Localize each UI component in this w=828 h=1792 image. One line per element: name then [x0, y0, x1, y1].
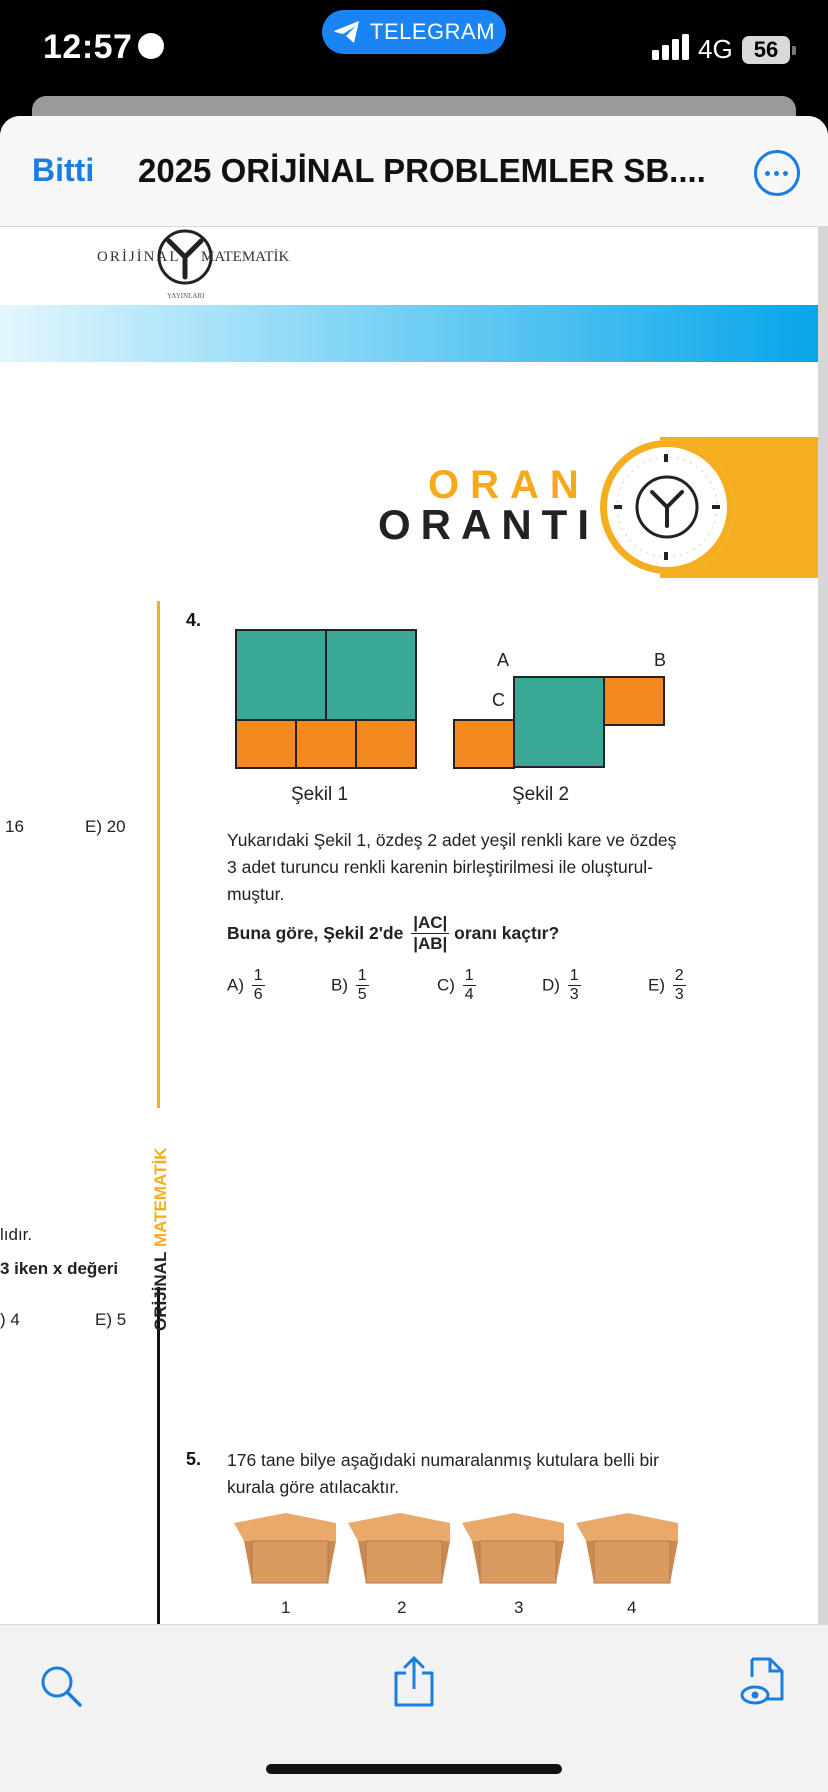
- header-band: [0, 305, 818, 362]
- box-2-label: 2: [397, 1598, 407, 1617]
- status-bar: [0, 0, 828, 100]
- option-num: 1: [357, 967, 367, 984]
- option-num: 1: [569, 967, 579, 984]
- option-letter: E): [648, 975, 665, 995]
- vertical-text-part2: MATEMATİK: [151, 1147, 170, 1247]
- question-5-text-line1: 176 tane bilye aşağıdaki numaralanmış kutulara belli bir: [227, 1450, 659, 1470]
- fig2-orange-square-1: [454, 720, 514, 768]
- box-3-label: 3: [514, 1598, 524, 1617]
- status-time: [43, 28, 164, 67]
- question-5-text-line2: kurala göre atılacaktır.: [227, 1477, 400, 1497]
- question-4-text-line1: Yukarıdaki Şekil 1, özdeş 2 adet yeşil renkli kare ve özdeş: [227, 830, 677, 850]
- more-options-icon[interactable]: [754, 150, 800, 196]
- option-letter: C): [437, 975, 455, 995]
- option-den: 6: [253, 986, 263, 1003]
- ratio-denominator: |AB|: [413, 934, 448, 953]
- telegram-icon: [332, 18, 362, 46]
- box-1-label: 1: [281, 1598, 291, 1617]
- chapter-clock-seal: [600, 440, 734, 574]
- question-4-text-line2: 3 adet turuncu renkli karenin birleştirilmesi ile oluşturul-: [227, 857, 654, 877]
- pdf-viewer[interactable]: [0, 227, 828, 1737]
- point-c-label: C: [492, 690, 505, 710]
- question-4-prompt: [227, 913, 559, 954]
- nav-bar: [0, 116, 828, 227]
- left-text-line2: 3 iken x değeri: [0, 1259, 119, 1278]
- answer-option-c[interactable]: [437, 967, 476, 1004]
- question-4-text-line3: muştur.: [227, 884, 285, 904]
- answer-option-e[interactable]: [648, 967, 686, 1004]
- answer-option-d[interactable]: [542, 967, 581, 1004]
- option-den: 3: [674, 986, 684, 1003]
- box-4-icon: [576, 1513, 678, 1583]
- answer-option-b[interactable]: [331, 967, 369, 1004]
- figure-2-label: Şekil 2: [512, 784, 570, 805]
- prompt-suffix: oranı kaçtır?: [454, 923, 560, 943]
- box-3-icon: [462, 1513, 564, 1583]
- signal-icon: [652, 34, 692, 60]
- option-den: 4: [464, 986, 474, 1003]
- fig2-green-square: [514, 677, 604, 767]
- publisher-logo: [95, 227, 295, 302]
- option-fraction: [568, 967, 581, 1004]
- option-letter: D): [542, 975, 560, 995]
- clock-seal-icon: [600, 440, 734, 574]
- option-letter: B): [331, 975, 348, 995]
- left-option-d: 16: [5, 817, 24, 836]
- numbered-boxes-figure: [230, 1503, 690, 1625]
- battery-tip: [792, 46, 796, 55]
- option-fraction: [673, 967, 686, 1004]
- fig2-orange-square-2: [604, 677, 664, 725]
- time-text: 12:57: [43, 28, 133, 66]
- logo-text-right: MATEMATİK: [201, 249, 290, 265]
- left-option-e2: E) 5: [95, 1310, 127, 1329]
- home-indicator: [266, 1764, 562, 1774]
- option-num: 2: [674, 967, 684, 984]
- prompt-prefix: Buna göre, Şekil 2'de: [227, 923, 404, 943]
- pdf-page-current: [0, 385, 818, 1737]
- fig1-green-square-1: [236, 630, 326, 720]
- fig1-orange-square-1: [236, 720, 296, 768]
- fig1-orange-square-3: [356, 720, 416, 768]
- chapter-title-line1: ORAN: [428, 463, 590, 507]
- logo-text-left: ORİJİNAL: [97, 249, 181, 265]
- sheet-grabber: [32, 96, 796, 116]
- done-button[interactable]: Bitti: [32, 152, 95, 188]
- option-fraction: [252, 967, 265, 1004]
- left-option-e: E) 20: [85, 817, 126, 836]
- option-den: 5: [357, 986, 367, 1003]
- option-den: 3: [569, 986, 579, 1003]
- box-2-icon: [348, 1513, 450, 1583]
- vertical-brand-text: [136, 1145, 184, 1335]
- search-icon[interactable]: [38, 1663, 84, 1709]
- fig1-orange-square-2: [296, 720, 356, 768]
- document-preview-icon[interactable]: [740, 1655, 788, 1711]
- box-4-label: 4: [627, 1598, 637, 1617]
- left-option-d2: ) 4: [0, 1310, 20, 1329]
- document-sheet: [0, 116, 828, 1792]
- emoji-icon: [138, 33, 164, 59]
- vertical-text-part1: ORİJİNAL: [151, 1251, 170, 1331]
- telegram-pill[interactable]: [322, 10, 506, 54]
- option-fraction: [463, 967, 476, 1004]
- left-text-line1: lıdır.: [0, 1225, 33, 1244]
- column-divider-top: [157, 601, 160, 1108]
- logo-subtext: YAYINLARI: [167, 292, 205, 300]
- option-num: 1: [464, 967, 474, 984]
- share-icon[interactable]: [390, 1655, 438, 1709]
- option-fraction: [356, 967, 369, 1004]
- ratio-numerator: |AC|: [413, 913, 448, 932]
- question-4-figures: [230, 625, 680, 805]
- point-b-label: B: [654, 650, 667, 670]
- battery-level: 56: [753, 37, 779, 62]
- battery-icon: [742, 36, 790, 64]
- network-label: 4G: [698, 34, 733, 64]
- question-5-number: 5.: [186, 1449, 202, 1469]
- answer-option-a[interactable]: [227, 967, 265, 1004]
- box-1-icon: [234, 1513, 336, 1583]
- telegram-label: TELEGRAM: [370, 19, 496, 44]
- document-title: 2025 ORİJİNAL PROBLEMLER SB....: [138, 152, 706, 189]
- point-a-label: A: [497, 650, 510, 670]
- ratio-fraction: [411, 913, 449, 954]
- option-num: 1: [253, 967, 263, 984]
- question-4-number: 4.: [186, 610, 202, 630]
- option-letter: A): [227, 975, 244, 995]
- figure-1-label: Şekil 1: [291, 784, 349, 805]
- fig1-green-square-2: [326, 630, 416, 720]
- chapter-title-line2: ORANTI: [378, 501, 599, 548]
